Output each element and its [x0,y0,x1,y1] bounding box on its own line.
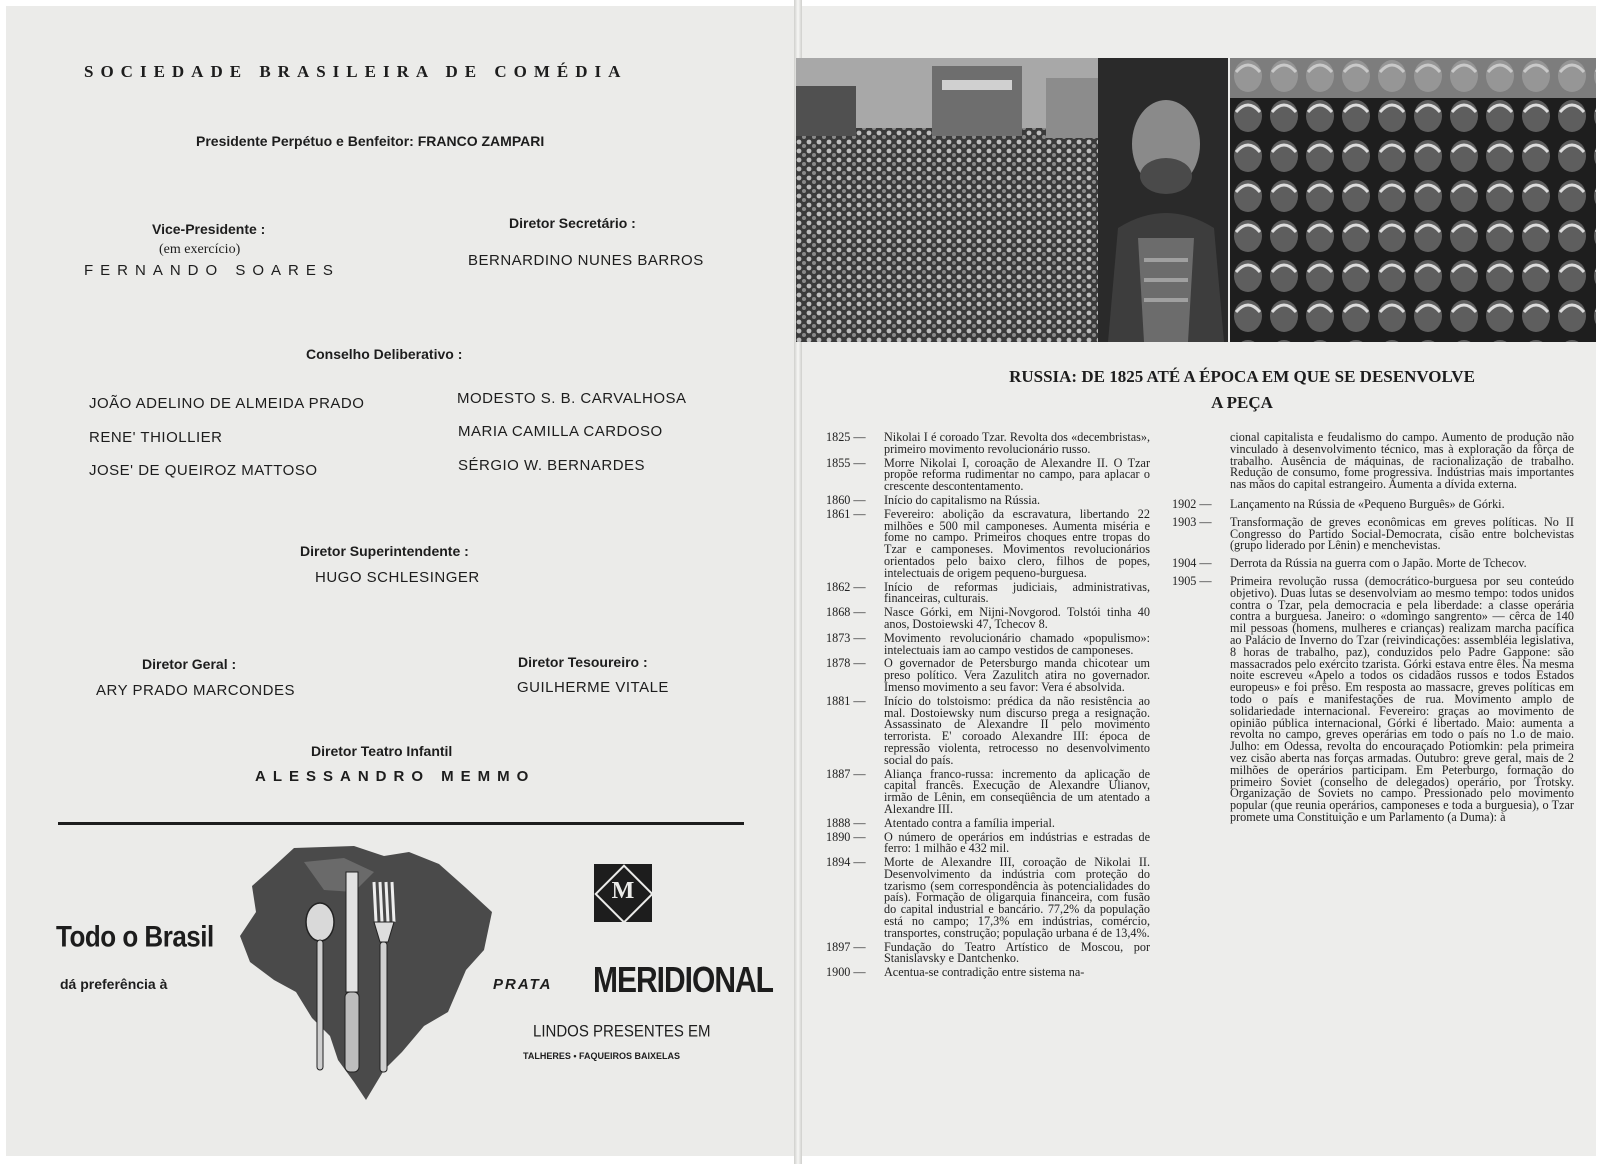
timeline-year: 1904 — [1172,556,1212,571]
vice-president-name: FERNANDO SOARES [84,262,340,279]
timeline-entry [826,432,1150,456]
ad-brand: MERIDIONAL [593,960,773,1001]
council-member: JOSE' DE QUEIROZ MATTOSO [89,462,318,479]
ad-slogan-sub: dá preferência à [60,976,168,992]
timeline-year: 1890 — [826,829,866,844]
timeline-entry [1172,514,1574,553]
timeline-year: 1900 — [826,965,866,980]
superintendent-name: HUGO SCHLESINGER [315,569,480,586]
timeline-column-left [826,432,1150,981]
timeline-year: 1878 — [826,656,866,671]
timeline-year: 1888 — [826,815,866,830]
soldiers-crowd-photo [1230,58,1596,342]
timeline-text: Fundação do Teatro Artístico de Moscou, por Stanislavsky e Dantchenko. [884,939,1150,966]
timeline-entry [826,607,1150,631]
meridional-logo-icon [594,864,652,922]
timeline-entry [826,630,1150,657]
timeline-entry [826,815,1150,830]
timeline-year: 1825 — [826,430,866,444]
timeline-text: Acentua-se contradição entre sistema na- [884,965,1085,980]
council-member: MARIA CAMILLA CARDOSO [458,423,663,440]
timeline-entry [826,658,1150,693]
timeline-text: Nasce Górki, em Nijni-Novgorod. Tolstói tinha 40 anos, Dostoiewski 47, Tchecov 8. [884,605,1150,631]
ad-products: TALHERES • FAQUEIROS BAIXELAS [523,1051,680,1061]
timeline-text: Início de reformas judiciais, administrativas, financeiras, culturais. [884,579,1150,606]
section-divider [58,822,744,825]
treasurer-role: Diretor Tesoureiro : [518,654,648,670]
superintendent-role: Diretor Superintendente : [300,543,469,559]
general-director-name: ARY PRADO MARCONDES [96,682,295,699]
timeline-year: 1894 — [826,855,866,870]
timeline-entry [1172,496,1574,511]
knife-icon [345,872,359,1072]
council-member: SÉRGIO W. BERNARDES [458,457,646,474]
timeline-year: 1903 — [1172,514,1212,529]
timeline-text: Atentado contra a família imperial. [884,815,1055,830]
vice-president-role: Vice-Presidente : [152,221,266,237]
brazil-map-cutlery-image [234,842,502,1104]
article-title [902,364,1582,416]
timeline-text: Primeira revolução russa (democrático-burguesa por seu conteúdo objetivo). Duas lutas se desenvolviam ao mesmo tempo: todos unidos contra o Tzar, pela democracia e pela liberdade: a classe operária contra a burguesa. Janeiro: o «domingo sangrento» — cêrca de 140 mil pessoas (homens, mulheres e crianças) realizam marcha pacífica ao Palácio de Inverno do Tzar (reivindicações: assembléia legislativa, 8 horas de trabalho, paz), conduzidos pelo Padre Gappone: são massacrados pelo exército tzarista. Górki estava entre êles. Na mesma noite escreveu «Apelo a todos os cidadãos russos e todos Estados europeus» e foi prêso. Em resposta ao massacre, greves políticas em todo o país e manifestações de rua. Movimento amplo de solidariedade internacional. Fevereiro: graças ao movimento de opinião pública internacional, Górki é libertado. Maio: aumenta a revolta no campo, greves operárias em todo o país no 1.o de maio. Julho: em Odessa, revolta do encouraçado Potiomkin: pela primeira vez cisão aberta nas forças armadas. Outubro: greve geral, mais de 2 milhões de operários participam. Em Peterburgo, formação do primeiro Soviet (conselho de delegados) operário, por Trotsky. Organização de Soviets no campo. Pressionado pelo movimento popular (que reunia operários, camponeses e toda a burguesia), o Tzar promete uma Constituição e um Parlamento (a Duma): à [1230,573,1574,824]
president-line: Presidente Perpétuo e Benfeitor: FRANCO ZAMPARI [196,133,545,149]
timeline-entry [826,829,1150,856]
left-page [6,6,794,1156]
council-member: RENE' THIOLLIER [89,429,223,446]
secretary-role: Diretor Secretário : [509,215,636,231]
crowd-photo-left [796,58,1098,342]
timeline-text: Fevereiro: abolição da escravatura, libertando 22 milhões e 500 mil camponeses. Aumenta miséria e fome no campo. Primeiros choques entre tropas do Tzar e camponeses. Movimentos revolucionários orientados pelo baixo clero, filhos de popes, intelectuais de origem pequeno-burguesa. [884,506,1150,580]
council-member: MODESTO S. B. CARVALHOSA [457,390,687,407]
ad-prata: PRATA [493,976,553,993]
ad-gifts: LINDOS PRESENTES EM [533,1022,711,1041]
timeline-entry [826,967,1150,979]
council-member: JOÃO ADELINO DE ALMEIDA PRADO [89,395,365,412]
timeline-entry [826,506,1150,580]
timeline-text: Morre Nikolai I, coroação de Alexandre II. O Tzar propõe reforma rudimentar no campo, para aplacar o crescente descontentamento. [884,455,1150,494]
timeline-entry [826,766,1150,816]
timeline-year: 1868 — [826,605,866,620]
timeline-text: Morte de Alexandre III, coroação de Nikolai II. Desenvolvimento da indústria com proteção do tzarismo (sem correspondência às potencialidades do país). Formação de oligarquia financeira, com fusão do capital industrial e bancário. 77,2% da população está no campo; 17,3% em indústrias, comércio, transportes, construção; população urbana é de 13,4%. [884,855,1150,940]
article-title-line1: RUSSIA: DE 1825 ATÉ A ÉPOCA EM QUE SE DESENVOLVE [1009,367,1475,386]
timeline-year: 1861 — [826,506,866,521]
secretary-name: BERNARDINO NUNES BARROS [468,252,704,269]
timeline-entry [1172,558,1574,570]
timeline-year: 1881 — [826,693,866,708]
article-title-line2: A PEÇA [1211,393,1273,412]
timeline-column-right [1172,432,1574,826]
timeline-text: Transformação de greves econômicas em greves políticas. No II Congresso do Partido Social-Democrata, cisão entre bolchevistas (grupo liderado por Lênin) e menchevistas. [1230,514,1574,553]
timeline-entry [826,857,1150,940]
timeline-text: Nikolai I é coroado Tzar. Revolta dos «decembristas», primeiro movimento revolucionário russo. [884,430,1150,456]
timeline-year: 1887 — [826,766,866,781]
timeline-text: Início do tolstoismo: prédica da não resistência ao mal. Dostoiewsky num discurso prega a resignação. Assassinato de Alexandre II pelo movimento terrorista. E' coroado Alexandre III: época de repressão violenta, retrocesso no desenvolvimento social do país. [884,693,1150,767]
children-theatre-name: ALESSANDRO MEMMO [255,768,536,785]
timeline-text: O governador de Petersburgo manda chicotear um preso político. Vera Zazulitch atira no governador. Imenso movimento a seu favor: Vera é absolvida. [884,656,1150,694]
timeline-continuation: cional capitalista e feudalismo do campo. Aumento de produção não vinculado à desenvolvimento técnico, mas à exploração da fôrça de trabalho. Ausência de máquinas, de racionalização de trabalho. Redução de consumo, fome progressiva. Indústrias mais importantes nas mãos do capital estrangeiro. Aumenta a dívida externa. [1230,430,1574,492]
timeline-entry [826,492,1150,507]
right-page [802,6,1596,1156]
timeline-year: 1860 — [826,492,866,507]
timeline-year: 1862 — [826,579,866,594]
company-heading: SOCIEDADE BRASILEIRA DE COMÉDIA [84,62,628,81]
timeline-year: 1897 — [826,939,866,954]
timeline-year: 1855 — [826,455,866,470]
timeline-text: Movimento revolucionário chamado «populismo»: intelectuais iam ao campo vestidos de camponeses. [884,630,1150,657]
timeline-text: Aliança franco-russa: incremento da aplicação de capital francês. Execução de Alexandre Ulianov, irmão de Lênin, em conseqüência de um atentado a Alexandre III. [884,766,1150,816]
children-theatre-role: Diretor Teatro Infantil [311,743,453,759]
timeline-entry [826,939,1150,966]
timeline-text: O número de operários em indústrias e estradas de ferro: 1 milhão e 432 mil. [884,829,1150,856]
treasurer-name: GUILHERME VITALE [517,679,669,696]
logo-letter: M [611,878,635,904]
timeline-text: Lançamento na Rússia de «Pequeno Burguês» de Górki. [1230,496,1505,511]
general-director-role: Diretor Geral : [142,656,237,672]
timeline-entry [826,693,1150,767]
timeline-text: Derrota da Rússia na guerra com o Japão. Morte de Tchecov. [1230,556,1527,571]
timeline-year: 1873 — [826,630,866,645]
timeline-year: 1905 — [1172,573,1212,588]
timeline-entry [1172,573,1574,824]
timeline-entry [826,579,1150,606]
timeline-year: 1902 — [1172,496,1212,511]
timeline-text: Início do capitalismo na Rússia. [884,492,1041,507]
tsar-portrait-photo [1098,58,1228,342]
vice-president-note: (em exercício) [159,242,241,257]
ad-slogan: Todo o Brasil [56,918,214,954]
timeline-entry [826,455,1150,494]
council-role: Conselho Deliberativo : [306,346,463,362]
